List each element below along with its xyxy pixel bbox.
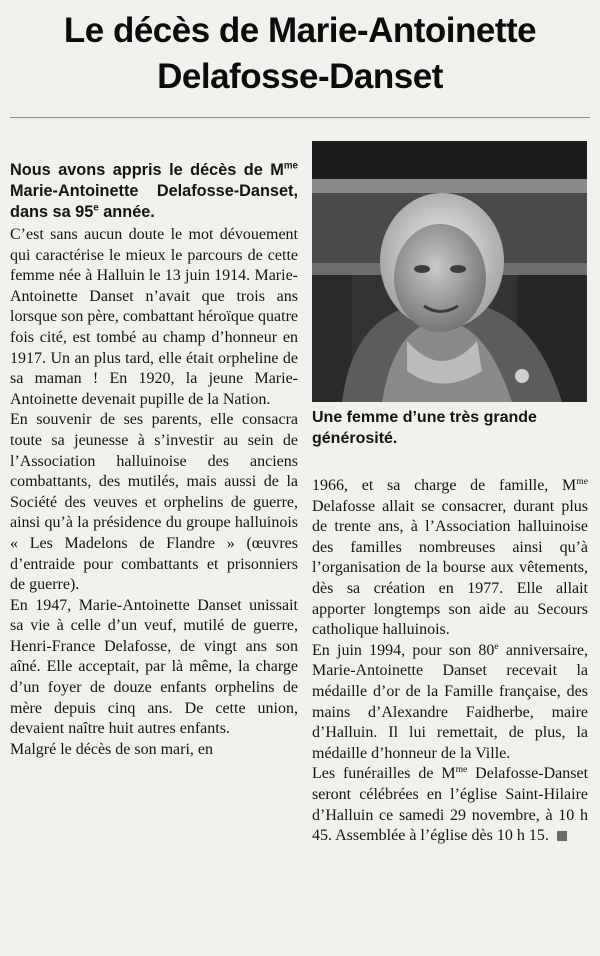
- headline-rule: [10, 117, 590, 118]
- headline-line-1: Le décès de Marie-Antoinette: [63, 11, 537, 50]
- headline-line-2: Delafosse-Danset: [157, 57, 443, 96]
- paragraph-7: Les funérailles de $M^{me}$ Delafosse-Danset seront célébrées en l’église Saint-Hilaire d’Halluin ce samedi 29 novembre, à 10 h 45. Assemblée à l’église dès 10 h 15.: [312, 764, 588, 846]
- paragraph-3: En 1947, Marie-Antoinette Danset unissait sa vie à celle d’un veuf, mutilé de guerre, Henri-France Delafosse, de vingt ans son aîné. Elle acceptait, par là même, la charge d’un foyer de douze enfants orphelins de mère depuis cinq ans. De cette union, devaient naître huit autres enfants.: [10, 596, 298, 738]
- portrait-photo: [312, 141, 587, 402]
- paragraph-5: 1966, et sa charge de famille, $M^{me}$ Delafosse allait se consacrer, durant plus de trente ans, à l’Association halluinoise des familles nombreuses ainsi qu’à l’organisation de la bourse aux vêtements, dès sa création en 1977. Elle allait apporter longtemps son aide au Secours catholique halluinois.: [312, 475, 588, 639]
- paragraph-2: En souvenir de ses parents, elle consacra toute sa jeunesse à s’investir au sein de l’Association halluinoise des anciens combattants, des mutilés, mais aussi de la Société des veuves et orphelins de guerre, ainsi qu’à la présidence du groupe halluinois « Les Madelons de Flandre » (œuvres d’entraide pour combattants et prisonniers de guerre).: [10, 411, 298, 594]
- paragraph-6: En juin 1994, pour son 80e anniversaire, Marie-Antoinette Danset recevait la médaille d’or de la Famille française, des mains d’Alexandre Faidherbe, maire d’Halluin. Il lui remettait, de plus, la médaille d’honneur de la Ville.: [312, 640, 588, 762]
- left-column: [10, 160, 298, 760]
- photo-caption: Une femme d’une très grande générosité.: [312, 409, 537, 447]
- article-lede: Nous avons appris le décès de $M^{me}$ Marie-Antoinette Delafosse-Danset, dans sa 95e année.: [10, 160, 298, 221]
- paragraph-1: C’est sans aucun doute le mot dévouement qui caractérise le mieux le parcours de cette femme née à Halluin le 13 juin 1914. Marie-Antoinette Danset n’avait que trois ans lorsque son père, combattant héroïque quatre fois cité, est tombé au champ d’honneur en 1917. Un an plus tard, elle était orpheline de sa maman ! En 1920, la jeune Marie-Antoinette devenait pupille de la Nation.: [10, 226, 298, 408]
- article-headline: [0, 8, 600, 100]
- portrait-image: [312, 141, 587, 402]
- paragraph-4: Malgré le décès de son mari, en: [10, 740, 214, 758]
- right-column: [312, 476, 588, 847]
